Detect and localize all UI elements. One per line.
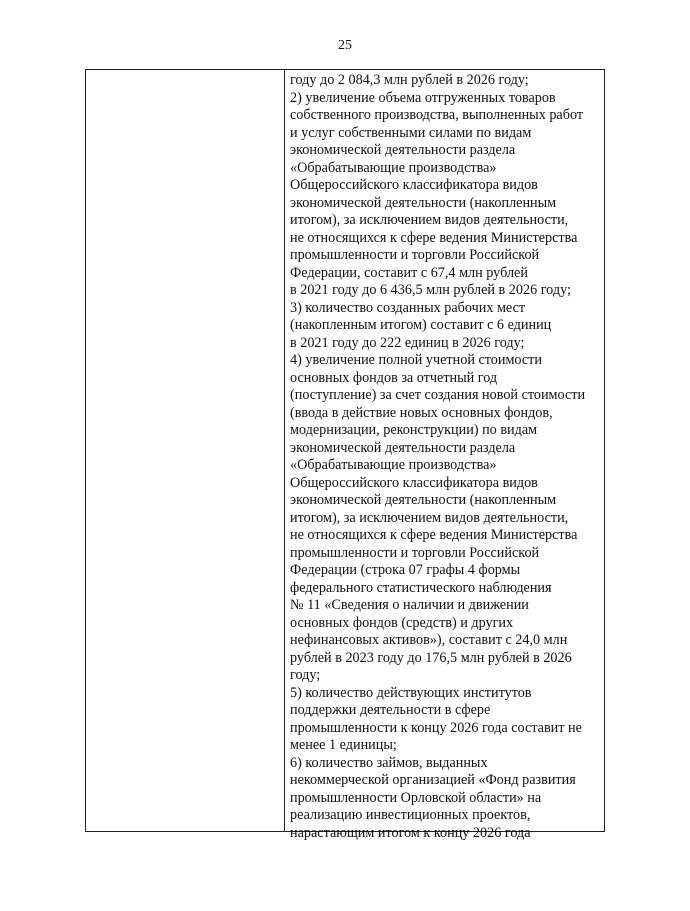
text-line: Федерации (строка 07 графы 4 формы [290,562,521,578]
text-line: основных фондов за отчетный год [290,369,498,386]
text-line: году; [290,667,321,683]
table-cell-right [285,70,604,841]
text-line: менее 1 единицы; [290,737,397,753]
text-line: «Обрабатывающие производства» [290,457,497,473]
text-line: собственного производства, выполненных работ [290,107,584,123]
text-line: нарастающим итогом к концу 2026 года [290,824,531,841]
text-line: промышленности к концу 2026 года составит не [290,719,582,736]
text-line: экономической деятельности раздела [290,439,516,456]
text-line: в 2021 году до 222 единиц в 2026 году; [290,334,525,351]
text-line: реализацию инвестиционных проектов, [290,807,531,823]
text-line: «Обрабатывающие производства» [290,159,497,176]
text-line: экономической деятельности раздела [290,142,516,158]
text-line: поддержки деятельности в сфере [290,702,491,718]
text-line: промышленности и торговли Российской [290,544,540,561]
text-line: и услуг собственными силами по видам [290,124,532,141]
page-number: 25 [338,38,352,53]
text-line: 2) увеличение объема отгруженных товаров [290,89,556,106]
text-line: модернизации, реконструкции) по видам [290,422,538,438]
text-line: 4) увеличение полной учетной стоимости [290,352,542,368]
text-line: нефинансовых активов»), составит с 24,0 млн [290,632,568,648]
text-line: (поступление) за счет создания новой стоимости [290,387,586,403]
text-line: экономической деятельности (накопленным [290,194,557,211]
document-table [85,69,605,841]
text-line: экономической деятельности (накопленным [290,492,557,508]
text-line: итогом), за исключением видов деятельности, [290,212,569,228]
text-line: не относящихся к сфере ведения Министерства [290,527,578,543]
text-line: Федерации, составит с 67,4 млн рублей [290,264,528,281]
text-line: основных фондов (средств) и других [290,614,514,631]
text-line: промышленности и торговли Российской [290,247,540,263]
text-line: № 11 «Сведения о наличии и движении [290,597,529,613]
text-line: Общероссийского классификатора видов [290,474,538,491]
text-line: федерального статистического наблюдения [290,579,552,596]
text-line: (накопленным итогом) составит с 6 единиц [290,317,552,333]
text-line: Общероссийского классификатора видов [290,177,538,193]
text-line: не относящихся к сфере ведения Министерства [290,229,578,246]
text-line: (ввода в действие новых основных фондов, [290,404,553,421]
text-line: итогом), за исключением видов деятельности, [290,509,569,526]
text-line: промышленности Орловской области» на [290,789,542,806]
text-line: 5) количество действующих институтов [290,684,532,701]
text-line: некоммерческой организацией «Фонд развития [290,772,576,788]
text-line: 3) количество созданных рабочих мест [290,299,526,316]
text-line: году до 2 084,3 млн рублей в 2026 году; [290,72,529,88]
table-cell-left [86,70,285,831]
text-line: в 2021 году до 6 436,5 млн рублей в 2026 году; [290,282,571,298]
text-line: 6) количество займов, выданных [290,754,488,771]
text-line: рублей в 2023 году до 176,5 млн рублей в 2026 [290,649,572,666]
